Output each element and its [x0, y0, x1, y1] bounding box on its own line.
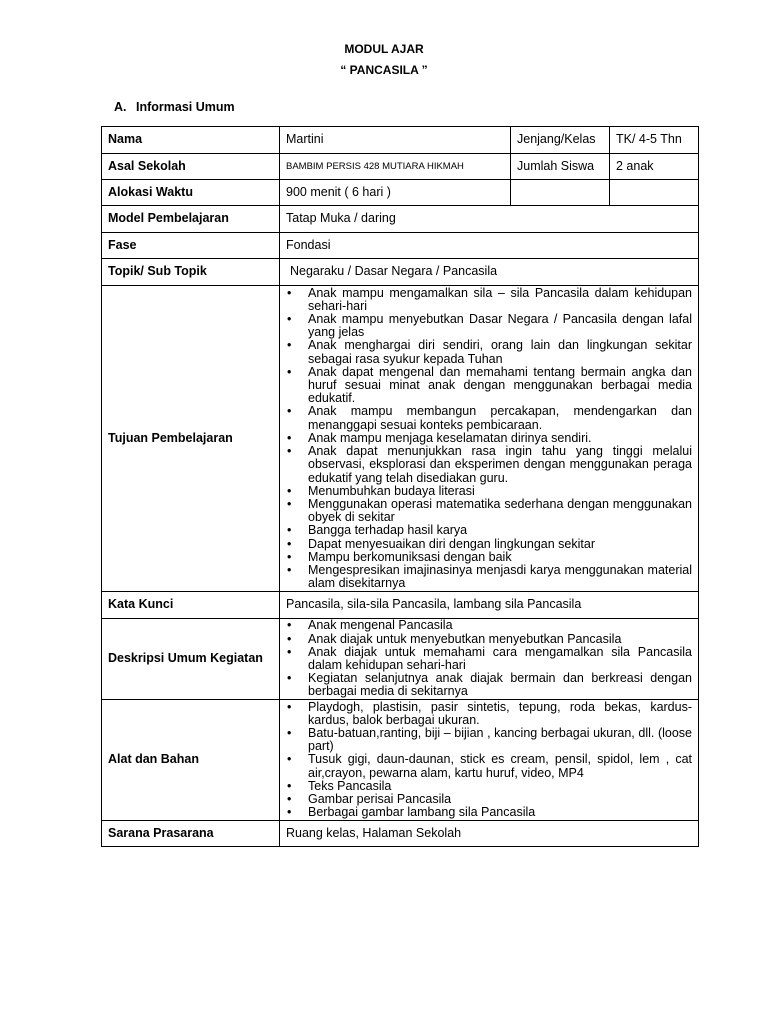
model-value: Tatap Muka / daring [280, 206, 699, 233]
empty-cell [511, 180, 610, 206]
tujuan-list [286, 287, 692, 591]
list-item: • Dapat menyesuaikan diri dengan lingkungan sekitar [286, 538, 692, 551]
list-item: • Anak mampu menjaga keselamatan dirinya sendiri. [286, 432, 692, 445]
section-title: Informasi Umum [136, 100, 235, 114]
alat-cell [280, 700, 699, 821]
jumlah-label: Jumlah Siswa [511, 154, 610, 180]
list-item: • Anak dapat menunjukkan rasa ingin tahu yang tinggi melalui observasi, eksplorasi dan eksperimen dengan menggunakan peraga edukatif yang telah disediakan guru. [286, 445, 692, 485]
sarana-value: Ruang kelas, Halaman Sekolah [280, 821, 699, 847]
table-row [102, 127, 699, 154]
kata-label: Kata Kunci [102, 592, 280, 619]
list-item: • Anak diajak untuk menyebutkan menyebutkan Pancasila [286, 633, 692, 646]
list-item: • Tusuk gigi, daun-daunan, stick es cream, pensil, spidol, lem , cat air,crayon, pewarna alam, kartu huruf, video, MP4 [286, 753, 692, 779]
list-item: • Mampu berkomuniksasi dengan baik [286, 551, 692, 564]
list-item: • Anak mampu membangun percakapan, mendengarkan dan menanggapi sesuai konteks pembicaraan. [286, 405, 692, 431]
list-item: • Kegiatan selanjutnya anak diajak bermain dan berkreasi dengan berbagai media di sekitarnya [286, 672, 692, 698]
section-heading [114, 100, 235, 114]
table-row [102, 206, 699, 233]
jenjang-value: TK/ 4-5 Thn [610, 127, 699, 154]
model-label: Model Pembelajaran [102, 206, 280, 233]
sarana-label: Sarana Prasarana [102, 821, 280, 847]
sekolah-value: BAMBIM PERSIS 428 MUTIARA HIKMAH [280, 154, 511, 180]
table-row [102, 592, 699, 619]
deskripsi-cell [280, 619, 699, 700]
table-row [102, 821, 699, 847]
nama-value: Martini [280, 127, 511, 154]
sekolah-label: Asal Sekolah [102, 154, 280, 180]
tujuan-cell [280, 286, 699, 592]
list-item: • Gambar perisai Pancasila [286, 793, 692, 806]
table-row [102, 233, 699, 259]
list-item: • Menumbuhkan budaya literasi [286, 485, 692, 498]
document-title: MODUL AJAR [344, 42, 424, 56]
list-item: • Anak mampu mengamalkan sila – sila Pancasila dalam kehidupan sehari-hari [286, 287, 692, 313]
info-table [101, 126, 699, 847]
list-item: • Mengespresikan imajinasinya menjasdi karya menggunakan material alam disekitarnya [286, 564, 692, 590]
fase-label: Fase [102, 233, 280, 259]
list-item: • Playdogh, plastisin, pasir sintetis, tepung, roda bekas, kardus-kardus, balok berbagai ukuran. [286, 701, 692, 727]
table-row [102, 259, 699, 286]
deskripsi-label: Deskripsi Umum Kegiatan [102, 619, 280, 700]
table-row [102, 700, 699, 821]
list-item: • Berbagai gambar lambang sila Pancasila [286, 806, 692, 819]
list-item: • Anak mengenal Pancasila [286, 619, 692, 632]
empty-cell [610, 180, 699, 206]
alat-list [286, 701, 692, 820]
tujuan-label: Tujuan Pembelajaran [102, 286, 280, 592]
table-row [102, 619, 699, 700]
topik-value: Negaraku / Dasar Negara / Pancasila [280, 259, 699, 286]
list-item: • Bangga terhadap hasil karya [286, 524, 692, 537]
list-item: • Anak dapat mengenal dan memahami tentang bermain angka dan huruf sesuai minat anak dengan menggunakan berbagai media edukatif. [286, 366, 692, 406]
list-item: • Anak mampu menyebutkan Dasar Negara / Pancasila dengan lafal yang jelas [286, 313, 692, 339]
alokasi-value: 900 menit ( 6 hari ) [280, 180, 511, 206]
list-item: • Anak diajak untuk memahami cara mengamalkan sila Pancasila dalam kehidupan sehari-hari [286, 646, 692, 672]
list-item: • Teks Pancasila [286, 780, 692, 793]
table-row [102, 180, 699, 206]
list-item: • Batu-batuan,ranting, biji – bijian , kancing berbagai ukuran, dll. (loose part) [286, 727, 692, 753]
table-row [102, 154, 699, 180]
section-number: A. [114, 100, 127, 114]
nama-label: Nama [102, 127, 280, 154]
jumlah-value: 2 anak [610, 154, 699, 180]
kata-value: Pancasila, sila-sila Pancasila, lambang sila Pancasila [280, 592, 699, 619]
list-item: • Menggunakan operasi matematika sederhana dengan menggunakan obyek di sekitar [286, 498, 692, 524]
list-item: • Anak menghargai diri sendiri, orang lain dan lingkungan sekitar sebagai rasa syukur kepada Tuhan [286, 339, 692, 365]
alokasi-label: Alokasi Waktu [102, 180, 280, 206]
topik-label: Topik/ Sub Topik [102, 259, 280, 286]
document-subtitle: “ PANCASILA ” [340, 63, 428, 77]
table-row [102, 286, 699, 592]
jenjang-label: Jenjang/Kelas [511, 127, 610, 154]
alat-label: Alat dan Bahan [102, 700, 280, 821]
fase-value: Fondasi [280, 233, 699, 259]
deskripsi-list [286, 619, 692, 698]
